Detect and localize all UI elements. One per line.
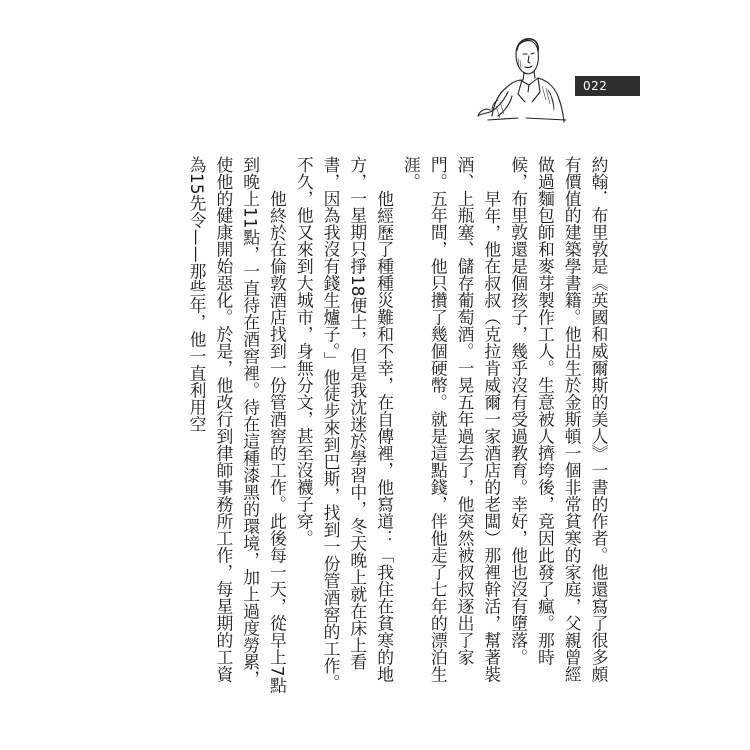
vertical-body-text <box>183 156 612 696</box>
paragraph: 約翰．布里敦是《英國和威爾斯的美人》一書的作者。他還寫了很多頗有價值的建築學書籍。他出生於金斯頓一個非常貧寒的家庭，父親曾經做過麵包師和麥芽製作工人。生意被人擠垮後，竟因此發了瘋。那時候，布里敦還是個孩子，幾乎沒有受過教育。幸好，他也沒有墮落。 <box>508 156 609 683</box>
portrait-illustration <box>468 30 572 124</box>
paragraph: 他終於在倫敦酒店找到一份管酒窖的工作。此後每一天，從早上7點到晚上11點，一直待在酒窖裡。待在這種漆黑的環境，加上過度勞累，使他的健康開始惡化。於是，他改行到律師事務所工作，每星期的工資為15先令——那些年，他一直利用空 <box>187 156 288 694</box>
paragraph: 他經歷了種種災難和不幸，在自傳裡，他寫道：「我住在貧寒的地方，一星期只掙18便士，但是我沈迷於學習中，冬天晚上就在床上看書，因為我沒有錢生爐子。」他徒步來到巴斯，找到一份管酒窖的工作。不久，他又來到大城市，身無分文，甚至沒襪子穿。 <box>294 156 395 692</box>
paragraph: 早年，他在叔叔（克拉肯威爾一家酒店的老闆）那裡幹活，幫著裝酒、上瓶塞、儲存葡萄酒。一晃五年過去了，他突然被叔叔逐出了家門。五年間，他只攢了幾個硬幣。就是這點錢，伴他走了七年的漂泊生涯。 <box>401 156 502 683</box>
page-number-tab <box>575 76 640 96</box>
page-number: 022 <box>583 79 608 93</box>
